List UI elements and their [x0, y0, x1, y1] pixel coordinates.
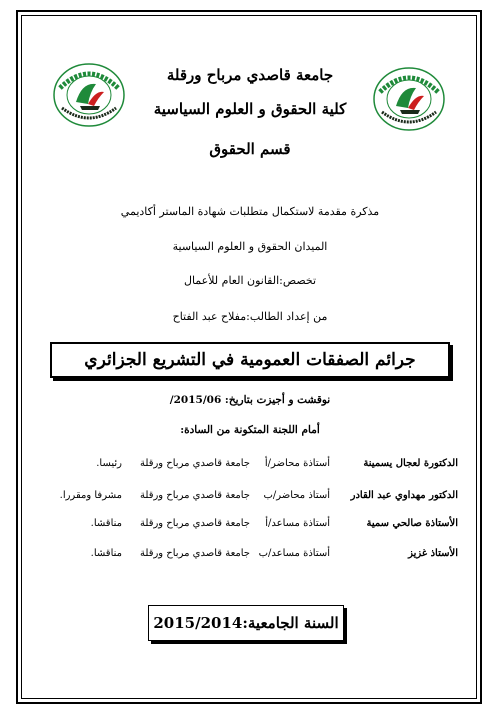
member-university: جامعة قاصدي مرباح ورقلة [140, 518, 250, 529]
committee-row [60, 458, 458, 476]
member-role: مشرفا ومقررا. [59, 490, 122, 501]
member-name: الدكتورة لعجال يسمينة [363, 458, 458, 469]
thesis-specialty: تخصص:القانون العام للأعمال [183, 274, 317, 287]
academic-year: السنة الجامعية:2015/2014 [153, 614, 339, 632]
member-university: جامعة قاصدي مرباح ورقلة [140, 490, 250, 501]
committee-row [60, 548, 458, 566]
member-rank: أستاذة محاضر/أ [264, 458, 330, 469]
member-role: مناقشا. [90, 548, 122, 559]
committee-heading: أمام اللجنة المتكونة من السادة: [180, 424, 320, 436]
member-university: جامعة قاصدي مرباح ورقلة [140, 458, 250, 469]
thesis-field: الميدان الحقوق و العلوم السياسية [172, 240, 328, 253]
defense-date: نوقشت و أجيزت بتاريخ: 2015/06/ [169, 394, 331, 406]
member-university: جامعة قاصدي مرباح ورقلة [140, 548, 250, 559]
department-name: قسم الحقوق [209, 140, 291, 158]
committee-row [60, 490, 458, 508]
member-rank: أستاذة مساعد/ب [258, 548, 330, 559]
thesis-title: جرائم الصفقات العمومية في التشريع الجزائري [84, 350, 416, 370]
member-rank: أستاذ محاضر/ب [263, 490, 330, 501]
member-name: الدكتور مهداوي عبد القادر [350, 490, 458, 501]
academic-year-box [148, 605, 344, 641]
member-rank: أستاذة مساعد/أ [265, 518, 330, 529]
thesis-purpose: مذكرة مقدمة لاستكمال متطلبات شهادة الماستر أكاديمي [120, 205, 380, 218]
university-name: جامعة قاصدي مرباح ورقلة [166, 66, 334, 84]
member-role: رئيسا. [96, 458, 122, 469]
member-name: الأستاذ غزيز [408, 548, 458, 559]
student-name: من إعداد الطالب:مفلاح عبد الفتاح [172, 310, 328, 323]
faculty-name: كلية الحقوق و العلوم السياسية [153, 100, 347, 118]
thesis-title-box [50, 342, 450, 378]
member-role: مناقشا. [90, 518, 122, 529]
committee-row [60, 518, 458, 536]
member-name: الأستاذة صالحي سمية [366, 518, 458, 529]
